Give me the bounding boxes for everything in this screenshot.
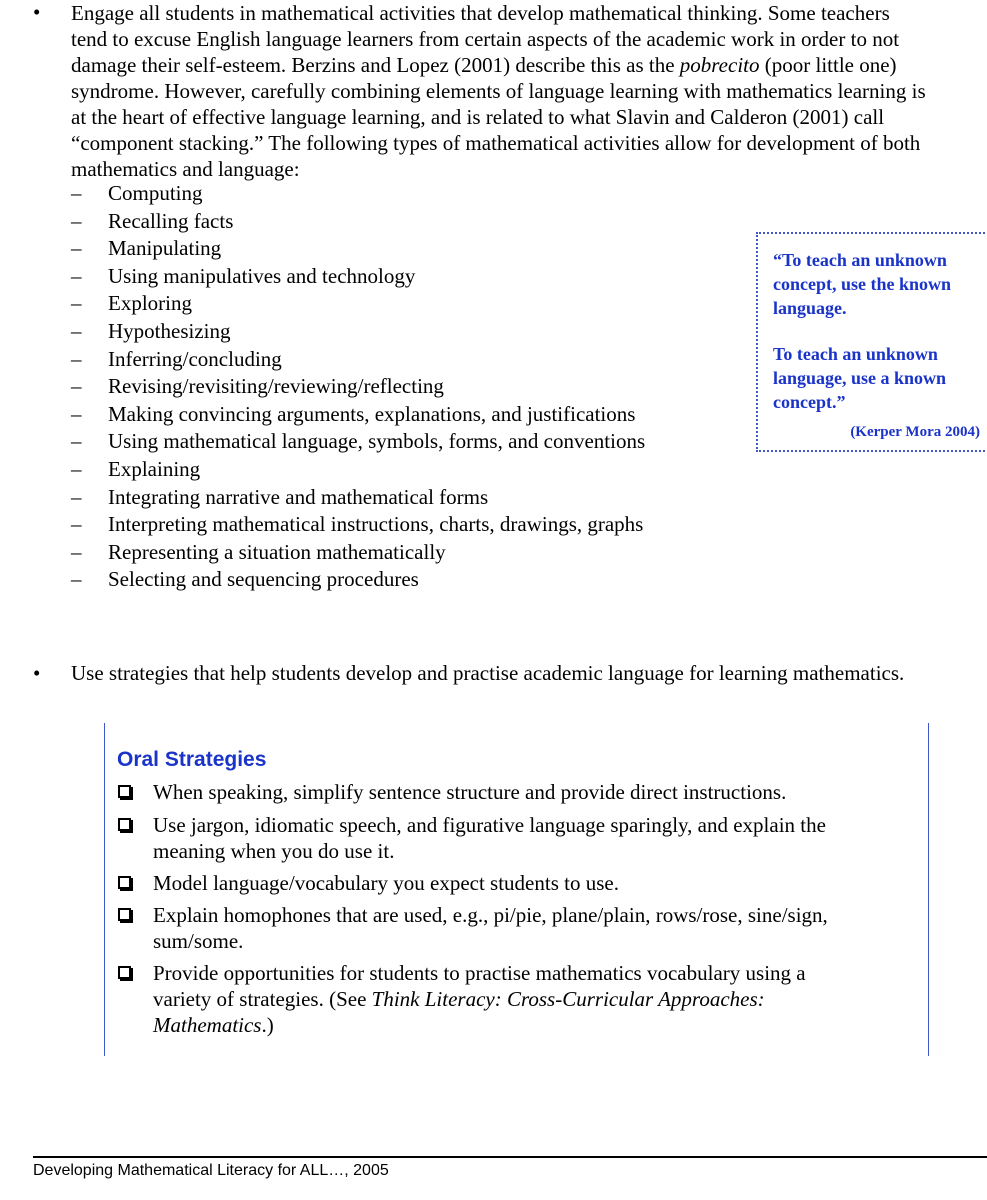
para1-line-2: tend to excuse English language learners from certain aspects of the academic work in order to not	[71, 27, 900, 51]
checkbox-icon	[118, 908, 131, 921]
paragraph-strategies: Use strategies that help students develop and practise academic language for learning mathematics.	[71, 661, 905, 685]
book-title: Think Literacy: Cross-Curricular Approaches:	[371, 987, 765, 1011]
activity-label: Recalling facts	[108, 208, 234, 233]
activity-label: Computing	[108, 181, 203, 205]
dash: –	[71, 208, 82, 233]
book-title-end: Mathematics	[153, 1013, 262, 1037]
list-item	[71, 428, 645, 456]
activity-label: Hypothesizing	[108, 318, 231, 343]
activity-label: Using manipulatives and technology	[108, 263, 416, 288]
para1-line-6: “component stacking.” The following types of mathematical activities allow for development of both	[71, 131, 921, 155]
activity-label: Explaining	[108, 456, 201, 481]
activity-label: Inferring/concluding	[108, 346, 282, 371]
para1-line-3	[71, 52, 986, 78]
oral-item-4: Explain homophones that are used, e.g., pi/pie, plane/plain, rows/rose, sine/sign,	[153, 903, 828, 927]
activity-list	[71, 180, 645, 594]
oral-item-1: When speaking, simplify sentence structure and provide direct instructions.	[153, 780, 787, 804]
checkbox-icon	[118, 785, 131, 798]
para1-line-1: Engage all students in mathematical activities that develop mathematical thinking. Some teachers	[71, 1, 890, 25]
dash: –	[71, 429, 82, 454]
dash: –	[71, 567, 82, 592]
activity-label: Revising/revisiting/reviewing/reflecting	[108, 374, 444, 399]
list-item	[71, 290, 645, 318]
list-item	[71, 346, 645, 374]
dash: –	[71, 236, 82, 261]
dash: –	[71, 512, 82, 537]
oral-strategies-title: Oral Strategies	[117, 748, 267, 771]
activity-label: Interpreting mathematical instructions, charts, drawings, graphs	[108, 512, 644, 537]
page-footer: Developing Mathematical Literacy for ALL…, 2005	[33, 1162, 389, 1179]
quote-callout	[756, 232, 987, 452]
para1-line-7: mathematics and language:	[71, 157, 300, 181]
para1-line-4: syndrome. However, carefully combining elements of language learning with mathematics learning is	[71, 79, 926, 103]
quote-citation: (Kerper Mora 2004)	[850, 424, 980, 440]
dash: –	[71, 539, 82, 564]
para1-line-3b: (poor little one)	[759, 53, 897, 77]
para1-line-3a: damage their self-esteem. Berzins and Lopez (2001) describe this as the	[71, 53, 680, 77]
list-item	[71, 235, 645, 263]
list-item	[71, 566, 645, 594]
dash: –	[71, 291, 82, 316]
oral-item-5: Provide opportunities for students to practise mathematics vocabulary using a	[153, 961, 806, 985]
dash: –	[71, 181, 82, 205]
footer-rule	[33, 1156, 987, 1158]
dash: –	[71, 401, 82, 426]
list-item	[71, 373, 645, 401]
activity-label: Selecting and sequencing procedures	[108, 567, 419, 592]
checkbox-icon	[118, 966, 131, 979]
list-item	[71, 539, 645, 567]
list-item	[71, 511, 645, 539]
quote-line-1: “To teach an unknown concept, use the known language.	[773, 250, 952, 318]
activity-label: Exploring	[108, 291, 192, 316]
oral-item-2: Use jargon, idiomatic speech, and figurative language sparingly, and explain the	[153, 813, 826, 837]
pobrecito-term: pobrecito	[679, 53, 760, 77]
oral-item-5-text: variety of strategies. (See	[153, 987, 372, 1011]
dash: –	[71, 346, 82, 371]
checkbox-icon	[118, 818, 131, 831]
activity-label: Representing a situation mathematically	[108, 539, 446, 564]
dash: –	[71, 484, 82, 509]
list-item	[71, 180, 645, 208]
bullet-1: •	[33, 0, 41, 24]
activity-label: Making convincing arguments, explanations, and justifications	[108, 401, 636, 426]
bullet-2: •	[33, 661, 41, 685]
list-item	[71, 263, 645, 291]
dash: –	[71, 374, 82, 399]
oral-item-4-cont: sum/some.	[153, 929, 244, 953]
quote-line-2: To teach an unknown language, use a known concept.”	[773, 344, 947, 412]
list-item	[71, 456, 645, 484]
list-item	[71, 318, 645, 346]
list-item	[71, 401, 645, 429]
checkbox-icon	[118, 876, 131, 889]
activity-label: Integrating narrative and mathematical forms	[108, 484, 489, 509]
oral-item-2-cont: meaning when you do use it.	[153, 839, 395, 863]
dash: –	[71, 456, 82, 481]
closing-paren: .)	[261, 1013, 274, 1037]
dash: –	[71, 263, 82, 288]
list-item	[71, 208, 645, 236]
paragraph-engage	[71, 0, 986, 182]
oral-item-5-cont	[153, 986, 765, 1012]
dash: –	[71, 318, 82, 343]
para1-line-5: at the heart of effective language learning, and is related to what Slavin and Calderon (2001) call	[71, 105, 885, 129]
activity-label: Manipulating	[108, 236, 222, 261]
oral-item-5-end	[153, 1012, 274, 1038]
oral-item-3: Model language/vocabulary you expect students to use.	[153, 871, 619, 895]
activity-label: Using mathematical language, symbols, forms, and conventions	[108, 429, 646, 454]
list-item	[71, 484, 645, 512]
